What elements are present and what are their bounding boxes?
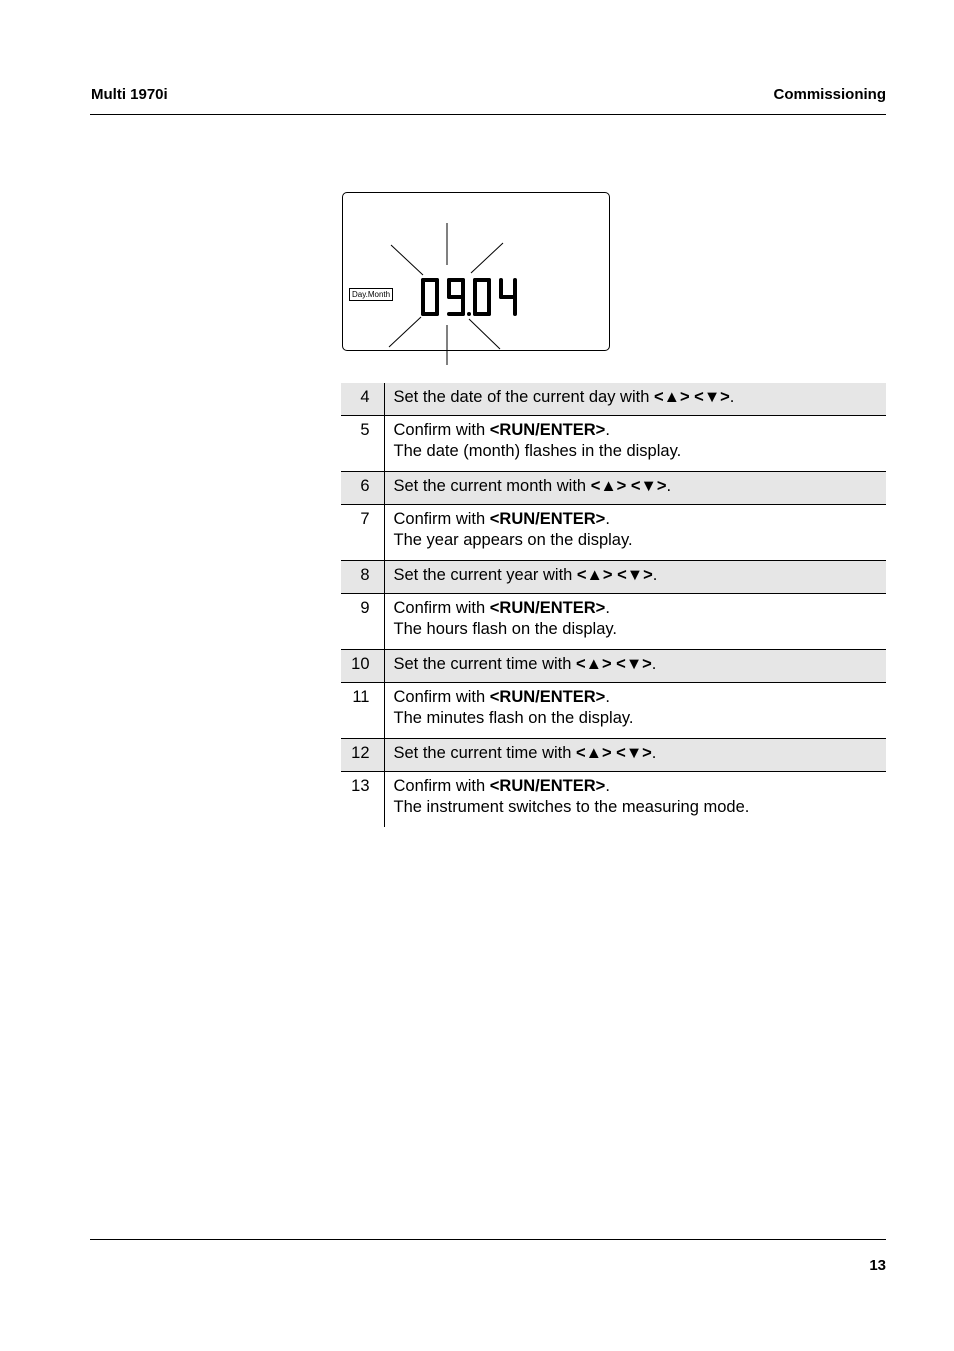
step-text	[384, 383, 886, 416]
step-keys: <RUN/ENTER>	[489, 421, 606, 439]
step-text	[384, 416, 886, 472]
step-text	[384, 472, 886, 505]
decimal-point	[467, 312, 471, 316]
step-punctuation: .	[652, 566, 658, 584]
header-section-title: Commissioning	[773, 86, 886, 103]
step-punctuation: .	[666, 477, 672, 495]
step-instruction: Confirm with	[393, 688, 490, 706]
step-row	[341, 650, 886, 683]
step-row	[341, 772, 886, 828]
header-product-name: Multi 1970i	[91, 86, 168, 103]
step-number: 4	[341, 383, 384, 416]
step-number: 11	[341, 683, 384, 739]
step-row	[341, 561, 886, 594]
step-instruction: Confirm with	[393, 421, 490, 439]
step-number: 13	[341, 772, 384, 828]
step-row	[341, 383, 886, 416]
step-row	[341, 416, 886, 472]
step-instruction: Set the current year with	[393, 566, 577, 584]
step-keys: <▲> <▼>	[576, 655, 652, 673]
step-text	[384, 739, 886, 772]
step-text	[384, 594, 886, 650]
step-number: 8	[341, 561, 384, 594]
header-rule	[90, 114, 886, 115]
lcd-display	[342, 192, 610, 351]
step-number: 12	[341, 739, 384, 772]
step-number: 7	[341, 505, 384, 561]
step-row	[341, 594, 886, 650]
step-instruction: Set the current month with	[393, 477, 591, 495]
step-text	[384, 505, 886, 561]
step-keys: <▲> <▼>	[590, 477, 667, 495]
step-instruction: Confirm with	[393, 777, 490, 795]
step-result: The hours flash on the display.	[393, 620, 617, 638]
day-month-indicator: Day.Month	[349, 288, 393, 301]
step-instruction: Set the current time with	[393, 744, 576, 762]
step-row	[341, 683, 886, 739]
step-result: The year appears on the display.	[393, 531, 633, 549]
step-text	[384, 650, 886, 683]
step-result: The instrument switches to the measuring mode.	[393, 798, 750, 816]
step-number: 10	[341, 650, 384, 683]
step-keys: <RUN/ENTER>	[489, 777, 606, 795]
step-result: The date (month) flashes in the display.	[393, 442, 682, 460]
step-result: The minutes flash on the display.	[393, 709, 634, 727]
step-punctuation: .	[605, 421, 610, 439]
flash-rays-icon	[343, 193, 611, 368]
step-instruction: Confirm with	[393, 599, 490, 617]
step-punctuation: .	[605, 777, 610, 795]
step-punctuation: .	[605, 688, 610, 706]
step-instruction: Set the current time with	[393, 655, 576, 673]
step-text	[384, 772, 886, 828]
step-instruction: Set the date of the current day with	[393, 388, 654, 406]
step-punctuation: .	[605, 510, 610, 528]
step-punctuation: .	[651, 655, 657, 673]
step-text	[384, 561, 886, 594]
step-keys: <▲> <▼>	[576, 744, 652, 762]
step-number: 6	[341, 472, 384, 505]
footer-rule	[90, 1239, 886, 1240]
step-row	[341, 505, 886, 561]
step-text	[384, 683, 886, 739]
step-keys: <RUN/ENTER>	[489, 599, 606, 617]
step-number: 5	[341, 416, 384, 472]
step-punctuation: .	[605, 599, 610, 617]
step-punctuation: .	[729, 388, 735, 406]
step-row	[341, 472, 886, 505]
step-number: 9	[341, 594, 384, 650]
step-keys: <RUN/ENTER>	[489, 510, 606, 528]
steps-table	[341, 383, 886, 827]
seven-segment-readout	[423, 280, 515, 316]
step-punctuation: .	[651, 744, 657, 762]
page-number: 13	[869, 1257, 886, 1274]
step-keys: <▲> <▼>	[576, 566, 653, 584]
step-row	[341, 739, 886, 772]
step-instruction: Confirm with	[393, 510, 490, 528]
step-keys: <RUN/ENTER>	[489, 688, 606, 706]
step-keys: <▲> <▼>	[654, 388, 730, 406]
